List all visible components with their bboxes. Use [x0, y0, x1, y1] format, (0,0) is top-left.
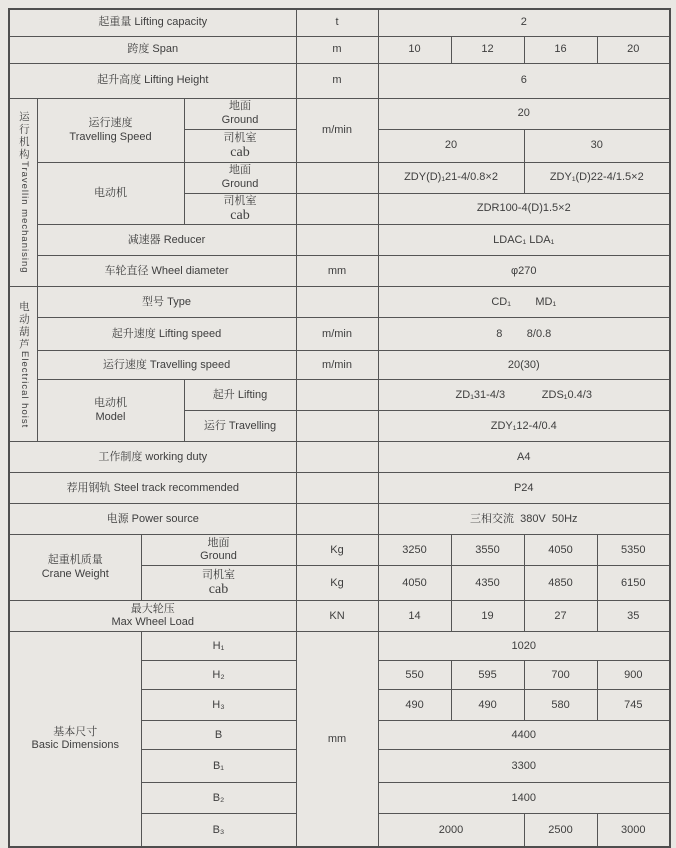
basic-dimensions-unit: mm: [296, 632, 378, 848]
travelling-speed-cab-value-2: 30: [524, 130, 670, 163]
reducer-label: 减速器 Reducer: [37, 225, 296, 256]
dimension-b1-label: B₁: [141, 750, 296, 783]
span-unit: m: [296, 37, 378, 64]
travel-motor-cab-value: ZDR100-4(D)1.5×2: [378, 194, 670, 225]
wheel-diameter-unit: mm: [296, 256, 378, 287]
dimension-h2-value-10m: 550: [378, 661, 451, 690]
dimension-b3-value-3: 3000: [597, 814, 670, 848]
lifting-height-value: 6: [378, 64, 670, 99]
row-travelling-speed-ground: [9, 99, 670, 130]
travelling-speed-label: 运行速度 Travelling Speed: [37, 99, 184, 163]
dimension-h3-value-10m: 490: [378, 690, 451, 721]
travel-motor-cab-unit: [296, 194, 378, 225]
dimension-b1-value: 3300: [378, 750, 670, 783]
row-hoist-type: [9, 287, 670, 318]
crane-weight-ground-unit: Kg: [296, 535, 378, 566]
row-crane-weight-ground: [9, 535, 670, 566]
lifting-capacity-value: 2: [378, 9, 670, 37]
hoist-travelling-speed-value: 20(30): [378, 351, 670, 380]
row-reducer: [9, 225, 670, 256]
hoist-motor-label: 电动机 Model: [37, 380, 184, 442]
hoist-type-value: CD₁ MD₁: [378, 287, 670, 318]
dimension-h2-value-20m: 900: [597, 661, 670, 690]
span-value-10m: 10: [378, 37, 451, 64]
dimension-h2-value-12m: 595: [451, 661, 524, 690]
crane-weight-ground-value-12m: 3550: [451, 535, 524, 566]
crane-weight-ground-value-20m: 5350: [597, 535, 670, 566]
crane-weight-cab-value-20m: 6150: [597, 566, 670, 601]
max-wheel-load-value-12m: 19: [451, 601, 524, 632]
row-power-source: [9, 504, 670, 535]
dimension-h2-label: H₂: [141, 661, 296, 690]
wheel-diameter-label: 车轮直径 Wheel diameter: [37, 256, 296, 287]
dimension-h3-label: H₃: [141, 690, 296, 721]
crane-weight-ground-value-10m: 3250: [378, 535, 451, 566]
hoist-motor-lifting-value: ZD₁31-4/3 ZDS₁0.4/3: [378, 380, 670, 411]
power-source-label: 电源 Power source: [9, 504, 296, 535]
travel-motor-ground-value-2: ZDY₁(D)22-4/1.5×2: [524, 163, 670, 194]
hoist-motor-travelling-label: 运行 Travelling: [184, 411, 296, 442]
dimension-h3-value-16m: 580: [524, 690, 597, 721]
crane-weight-cab-value-16m: 4850: [524, 566, 597, 601]
dimension-b-value: 4400: [378, 721, 670, 750]
hoist-lifting-speed-value: 8 8/0.8: [378, 318, 670, 351]
working-duty-unit: [296, 442, 378, 473]
span-value-16m: 16: [524, 37, 597, 64]
max-wheel-load-label: 最大轮压 Max Wheel Load: [9, 601, 296, 632]
lifting-height-unit: m: [296, 64, 378, 99]
basic-dimensions-label: 基本尺寸 Basic Dimensions: [9, 632, 141, 848]
steel-track-value: P24: [378, 473, 670, 504]
travel-motor-cab-label: 司机室 cab: [184, 194, 296, 225]
max-wheel-load-value-16m: 27: [524, 601, 597, 632]
travelling-speed-unit: m/min: [296, 99, 378, 163]
max-wheel-load-unit: KN: [296, 601, 378, 632]
hoist-lifting-speed-label: 起升速度 Lifting speed: [37, 318, 296, 351]
electrical-hoist-vertical-text: 电动葫芦Electrical hoist: [17, 300, 30, 429]
travel-motor-ground-label: 地面 Ground: [184, 163, 296, 194]
lifting-capacity-label: 起重量 Lifting capacity: [9, 9, 296, 37]
crane-weight-label: 起重机质量 Crane Weight: [9, 535, 141, 601]
power-source-unit: [296, 504, 378, 535]
section-label-travelling-mechanism: [9, 99, 37, 287]
dimension-h2-value-16m: 700: [524, 661, 597, 690]
span-label: 跨度 Span: [9, 37, 296, 64]
row-working-duty: [9, 442, 670, 473]
crane-weight-cab-value-10m: 4050: [378, 566, 451, 601]
dimension-h1-label: H₁: [141, 632, 296, 661]
hoist-motor-travelling-value: ZDY₁12-4/0.4: [378, 411, 670, 442]
dimension-b3-value-2: 2500: [524, 814, 597, 848]
dimension-b2-value: 1400: [378, 783, 670, 814]
steel-track-unit: [296, 473, 378, 504]
travel-motor-ground-unit: [296, 163, 378, 194]
row-steel-track: [9, 473, 670, 504]
lifting-capacity-unit: t: [296, 9, 378, 37]
row-span: [9, 37, 670, 64]
lifting-height-label: 起升高度 Lifting Height: [9, 64, 296, 99]
span-value-20m: 20: [597, 37, 670, 64]
hoist-lifting-speed-unit: m/min: [296, 318, 378, 351]
hoist-motor-lifting-unit: [296, 380, 378, 411]
span-value-12m: 12: [451, 37, 524, 64]
dimension-b-label: B: [141, 721, 296, 750]
hoist-motor-travelling-unit: [296, 411, 378, 442]
crane-specification-table: [8, 8, 671, 848]
row-hoist-lifting-speed: [9, 318, 670, 351]
hoist-travelling-speed-label: 运行速度 Travelling speed: [37, 351, 296, 380]
crane-weight-ground-label: 地面 Ground: [141, 535, 296, 566]
crane-weight-cab-unit: Kg: [296, 566, 378, 601]
dimension-b2-label: B₂: [141, 783, 296, 814]
travel-motor-ground-value-1: ZDY(D)₁21-4/0.8×2: [378, 163, 524, 194]
crane-weight-cab-value-12m: 4350: [451, 566, 524, 601]
reducer-unit: [296, 225, 378, 256]
row-lifting-capacity: [9, 9, 670, 37]
hoist-travelling-speed-unit: m/min: [296, 351, 378, 380]
row-wheel-diameter: [9, 256, 670, 287]
wheel-diameter-value: φ270: [378, 256, 670, 287]
crane-weight-cab-label: 司机室 cab: [141, 566, 296, 601]
dimension-b3-label: B₃: [141, 814, 296, 848]
travelling-speed-cab-label: 司机室 cab: [184, 130, 296, 163]
hoist-motor-lifting-label: 起升 Lifting: [184, 380, 296, 411]
dimension-h3-value-20m: 745: [597, 690, 670, 721]
dimension-h3-value-12m: 490: [451, 690, 524, 721]
hoist-type-unit: [296, 287, 378, 318]
crane-weight-ground-value-16m: 4050: [524, 535, 597, 566]
working-duty-value: A4: [378, 442, 670, 473]
row-max-wheel-load: [9, 601, 670, 632]
travel-motor-label: 电动机: [37, 163, 184, 225]
steel-track-label: 荐用钢轨 Steel track recommended: [9, 473, 296, 504]
working-duty-label: 工作制度 working duty: [9, 442, 296, 473]
travelling-speed-cab-value-1: 20: [378, 130, 524, 163]
power-source-value: 三相交流 380V 50Hz: [378, 504, 670, 535]
row-hoist-travelling-speed: [9, 351, 670, 380]
hoist-type-label: 型号 Type: [37, 287, 296, 318]
dimension-h1-value: 1020: [378, 632, 670, 661]
travelling-speed-ground-value: 20: [378, 99, 670, 130]
row-dimension-h1: [9, 632, 670, 661]
section-label-electrical-hoist: [9, 287, 37, 442]
row-hoist-motor-lifting: [9, 380, 670, 411]
dimension-b3-value-1: 2000: [378, 814, 524, 848]
travelling-speed-ground-label: 地面 Ground: [184, 99, 296, 130]
max-wheel-load-value-10m: 14: [378, 601, 451, 632]
row-lifting-height: [9, 64, 670, 99]
row-travel-motor-ground: [9, 163, 670, 194]
reducer-value: LDAC₁ LDA₁: [378, 225, 670, 256]
travelling-mechanism-vertical-text: 运行机构Travellin mechanising: [17, 111, 30, 274]
max-wheel-load-value-20m: 35: [597, 601, 670, 632]
